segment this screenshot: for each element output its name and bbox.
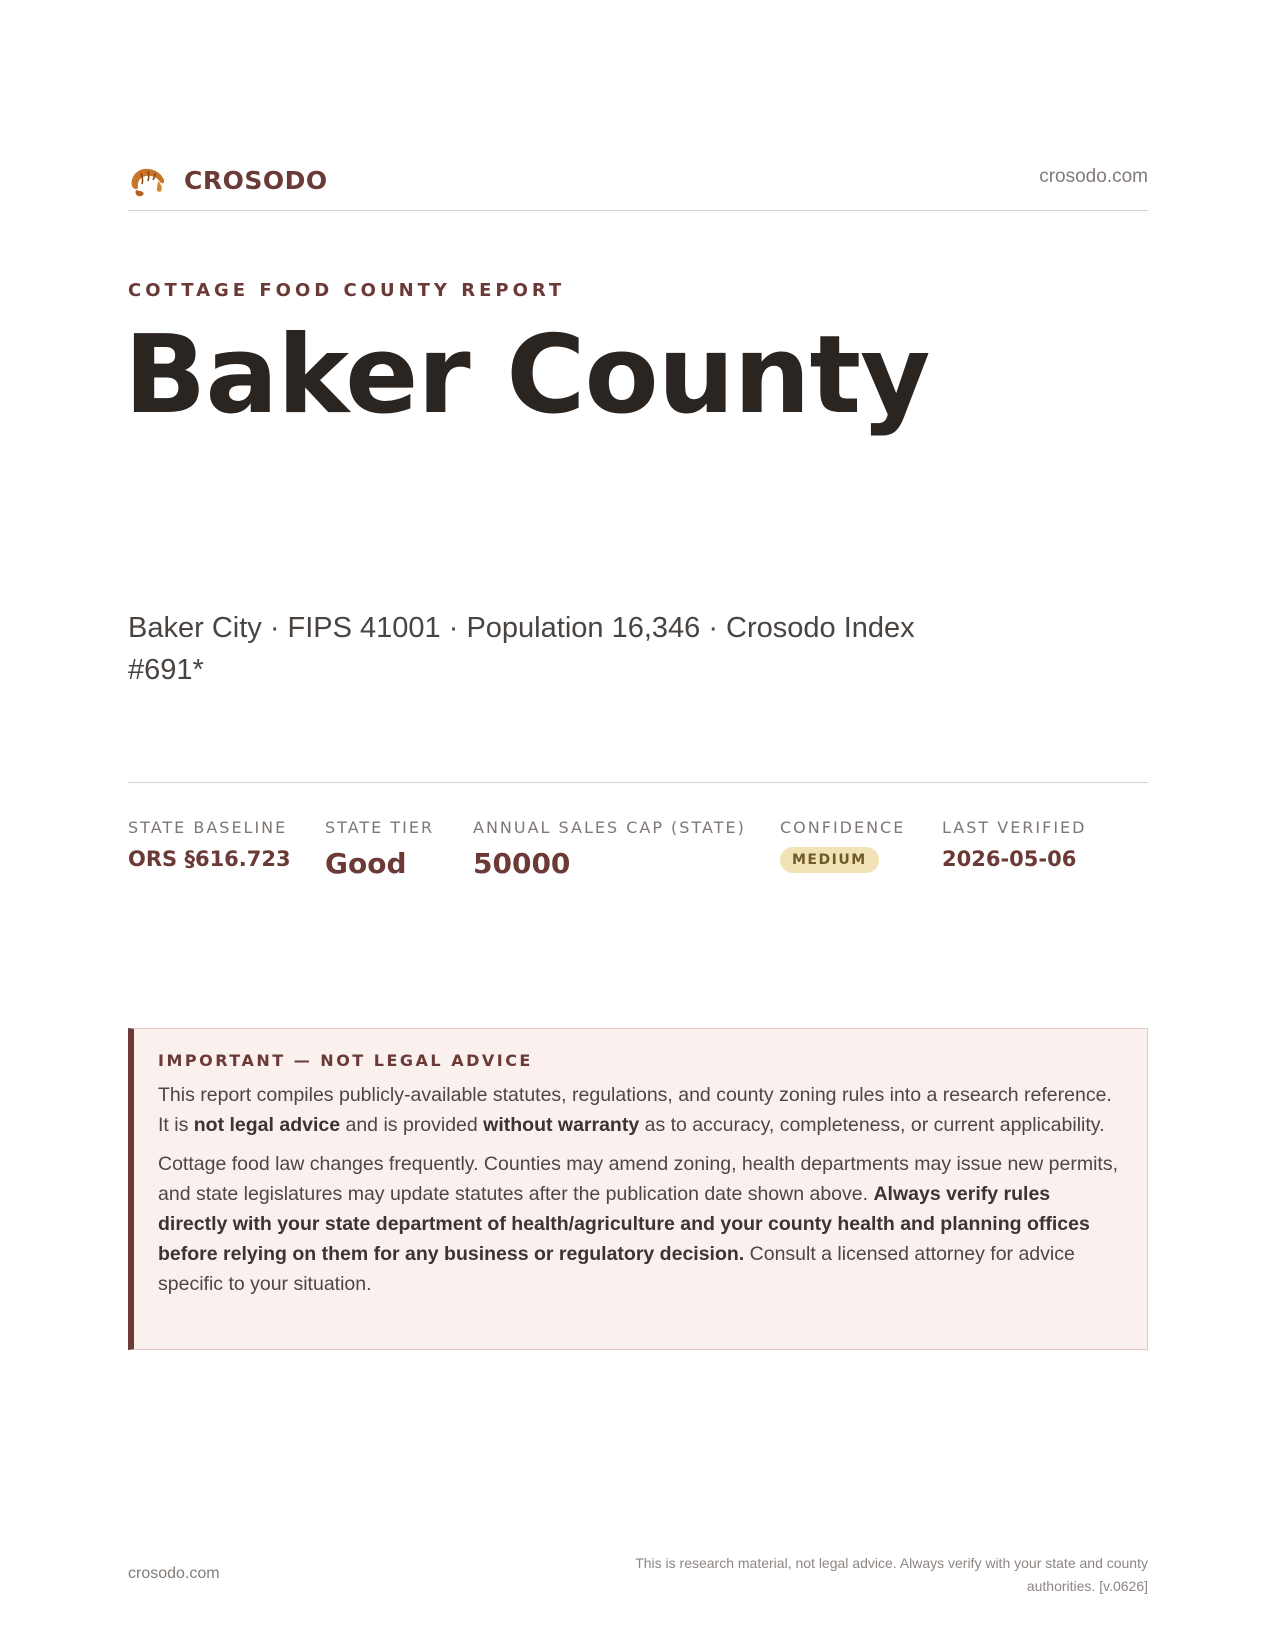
brand-name: CROSODO xyxy=(184,165,328,195)
notice-text: Cottage food law changes frequently. Counties may amend zoning, health departments may issue new permits, and state legislatures may update statutes after the publication date shown above. xyxy=(158,1153,1118,1205)
stat-value: 50000 xyxy=(473,847,571,880)
stat-last-verified xyxy=(942,818,1086,871)
legal-notice xyxy=(128,1028,1148,1350)
croissant-icon xyxy=(128,160,168,200)
stat-value: ORS §616.723 xyxy=(128,847,291,871)
notice-text: and is provided xyxy=(340,1114,484,1136)
notice-paragraph-2 xyxy=(158,1149,1121,1299)
stat-label: STATE TIER xyxy=(325,818,435,837)
stat-state-tier xyxy=(325,818,434,880)
notice-text: Consult a licensed attorney for advice specific to your situation. xyxy=(158,1243,1075,1295)
brand xyxy=(128,160,328,200)
stat-value: Good xyxy=(325,847,407,880)
site-link[interactable]: crosodo.com xyxy=(1039,166,1148,187)
stats-row xyxy=(128,818,1148,898)
report-eyebrow: COTTAGE FOOD COUNTY REPORT xyxy=(128,280,566,301)
confidence-badge: MEDIUM xyxy=(780,847,879,873)
stat-value: 2026-05-06 xyxy=(942,847,1077,871)
stat-label: CONFIDENCE xyxy=(780,818,906,837)
section-divider xyxy=(128,782,1148,783)
notice-emphasis: without warranty xyxy=(483,1114,640,1136)
report-subtitle: Baker City · FIPS 41001 · Population 16,346 · Crosodo Index #691* xyxy=(128,612,915,686)
stat-state-baseline xyxy=(128,818,291,871)
page-header xyxy=(128,160,1148,211)
notice-title: IMPORTANT — NOT LEGAL ADVICE xyxy=(158,1051,533,1070)
notice-text: This report compiles publicly-available statutes, regulations, and county zoning rules into a research reference. It is xyxy=(158,1084,1112,1136)
stat-label: LAST VERIFIED xyxy=(942,818,1087,837)
notice-emphasis: Always verify rules directly with your state department of health/agriculture and your county health and planning offices before relying on them for any business or regulatory decision. xyxy=(158,1183,1090,1265)
notice-emphasis: not legal advice xyxy=(193,1114,341,1136)
stat-label: STATE BASELINE xyxy=(128,818,288,837)
notice-paragraph-1 xyxy=(158,1080,1121,1140)
report-page xyxy=(124,0,1148,1650)
stat-label: ANNUAL SALES CAP (STATE) xyxy=(473,818,746,837)
notice-text: as to accuracy, completeness, or current applicability. xyxy=(639,1114,1105,1136)
stat-confidence xyxy=(780,818,905,873)
stat-annual-sales-cap xyxy=(473,818,746,880)
footer-site[interactable]: crosodo.com xyxy=(128,1565,220,1582)
page-title: Baker County xyxy=(124,313,930,438)
footer-disclaimer: This is research material, not legal advice. Always verify with your state and county authorities. [v.0626] xyxy=(635,1555,1148,1594)
